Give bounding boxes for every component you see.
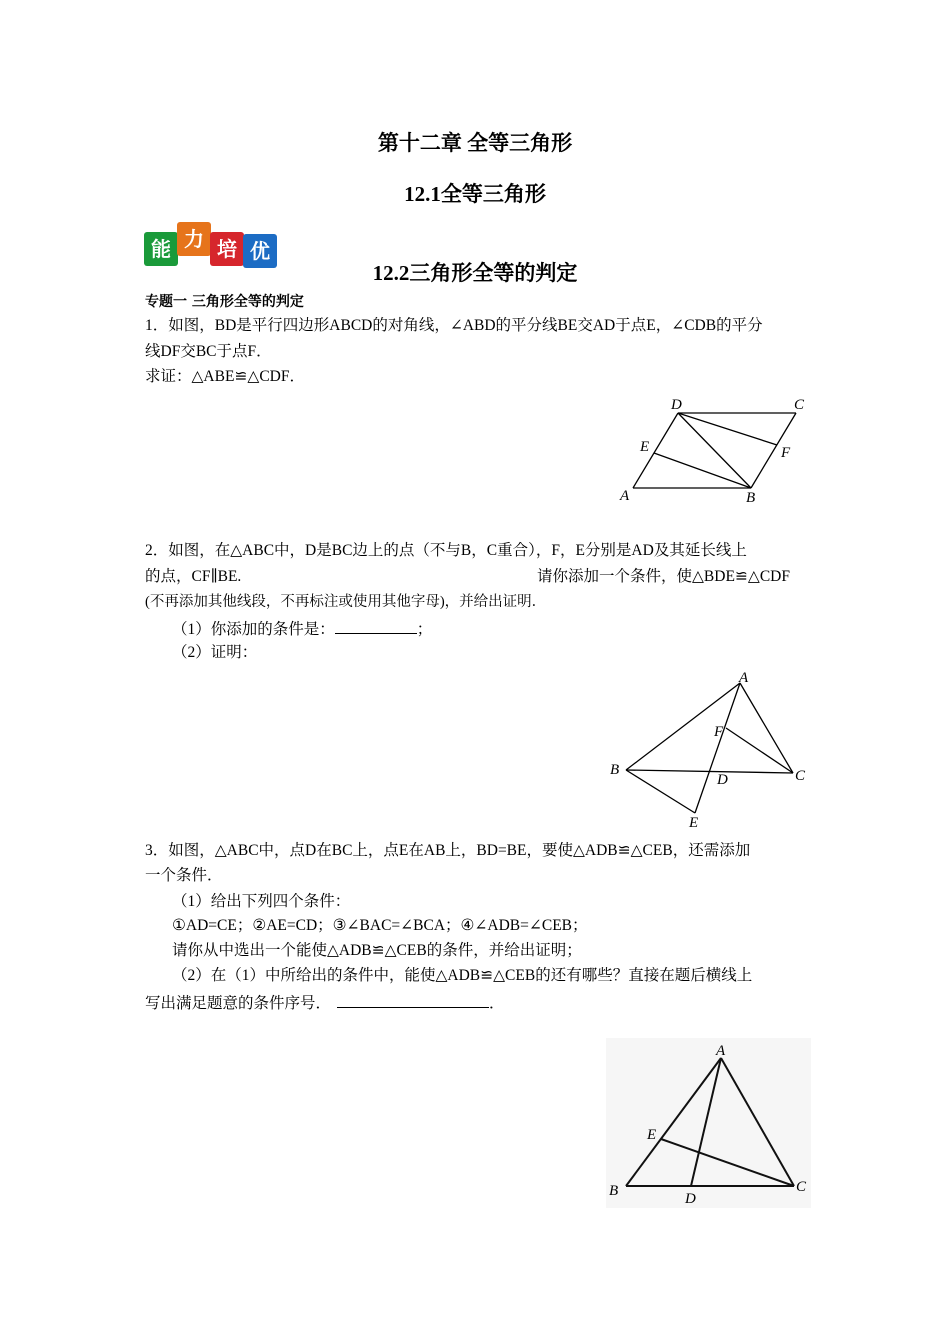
topic-heading: 专题一 三角形全等的判定 — [145, 294, 304, 310]
q2-label-d: D — [717, 772, 728, 788]
q1-label-b: B — [746, 490, 756, 506]
q3-conditions: ①AD=CE；②AE=CD；③∠BAC=∠BCA；④∠ADB=∠CEB； — [172, 917, 588, 934]
q1-label-d: D — [671, 397, 682, 413]
q2-label-b: B — [610, 762, 620, 778]
section-title-12-2: 12.2三角形全等的判定 — [372, 261, 578, 285]
q3-label-a: A — [716, 1043, 726, 1059]
q2-line-2a: 的点，CF∥BE. — [145, 568, 242, 585]
section-title-12-1: 12.1全等三角形 — [404, 182, 546, 206]
q3-part-2-suffix: ． — [489, 995, 505, 1012]
q3-label-d: D — [685, 1191, 696, 1207]
q1-label-c: C — [794, 397, 805, 413]
q1-line-2: 线DF交BC于点F． — [145, 343, 272, 360]
q2-part-2: （2）证明： — [172, 644, 258, 661]
q1-line-3: 求证：△ABE≌△CDF． — [145, 368, 305, 385]
q3-line-1: 3．如图，△ABC中，点D在BC上，点E在AB上，BD=BE，要使△ADB≌△CEB，还需添加 — [145, 842, 751, 859]
q2-label-c: C — [795, 768, 806, 784]
q3-line-2: 一个条件． — [145, 867, 223, 884]
q2-label-e: E — [689, 815, 699, 831]
q3-label-b: B — [609, 1183, 619, 1199]
q1-label-e: E — [640, 439, 650, 455]
q3-triangle-figure — [606, 1038, 811, 1208]
q3-label-e: E — [647, 1127, 657, 1143]
badge-tile-4: 优 — [243, 234, 277, 268]
badge-tile-1: 能 — [144, 232, 178, 266]
badge-tile-2: 力 — [177, 222, 211, 256]
q3-answer-blank[interactable] — [337, 991, 489, 1008]
q1-line-1: 1．如图，BD是平行四边形ABCD的对角线，∠ABD的平分线BE交AD于点E，∠CDB的平分 — [145, 317, 763, 334]
q2-label-f: F — [714, 724, 724, 740]
q2-line-1: 2．如图，在△ABC中，D是BC边上的点（不与B，C重合），F，E分别是AD及其延长线上 — [145, 542, 747, 559]
q3-label-c: C — [796, 1179, 807, 1195]
badge-tile-3: 培 — [210, 232, 244, 266]
q3-part-2-line-1: （2）在（1）中所给出的条件中，能使△ADB≌△CEB的还有哪些？直接在题后横线上 — [172, 967, 753, 984]
q3-part-2-line-2 — [145, 991, 505, 1015]
q2-part-1-prefix: （1）你添加的条件是： — [172, 621, 335, 638]
q3-instruction: 请你从中选出一个能使△ADB≌△CEB的条件，并给出证明； — [172, 942, 582, 959]
q2-triangle-figure — [606, 670, 816, 835]
q1-label-f: F — [781, 445, 791, 461]
q2-part-1-suffix: ； — [416, 621, 433, 638]
q2-line-3: (不再添加其他线段，不再标注或使用其他字母)，并给出证明． — [145, 594, 547, 610]
q3-part-2-prefix: 写出满足题意的条件序号． — [145, 995, 332, 1012]
q2-line-2b: 请你添加一个条件，使△BDE≌△CDF — [537, 568, 790, 585]
q2-answer-blank[interactable] — [335, 617, 417, 634]
q1-parallelogram-figure — [610, 392, 810, 507]
chapter-title: 第十二章 全等三角形 — [377, 131, 573, 155]
q1-label-a: A — [620, 488, 630, 504]
q3-part-1: （1）给出下列四个条件： — [172, 893, 351, 910]
q2-part-1 — [172, 617, 432, 641]
q2-label-a: A — [739, 670, 749, 686]
